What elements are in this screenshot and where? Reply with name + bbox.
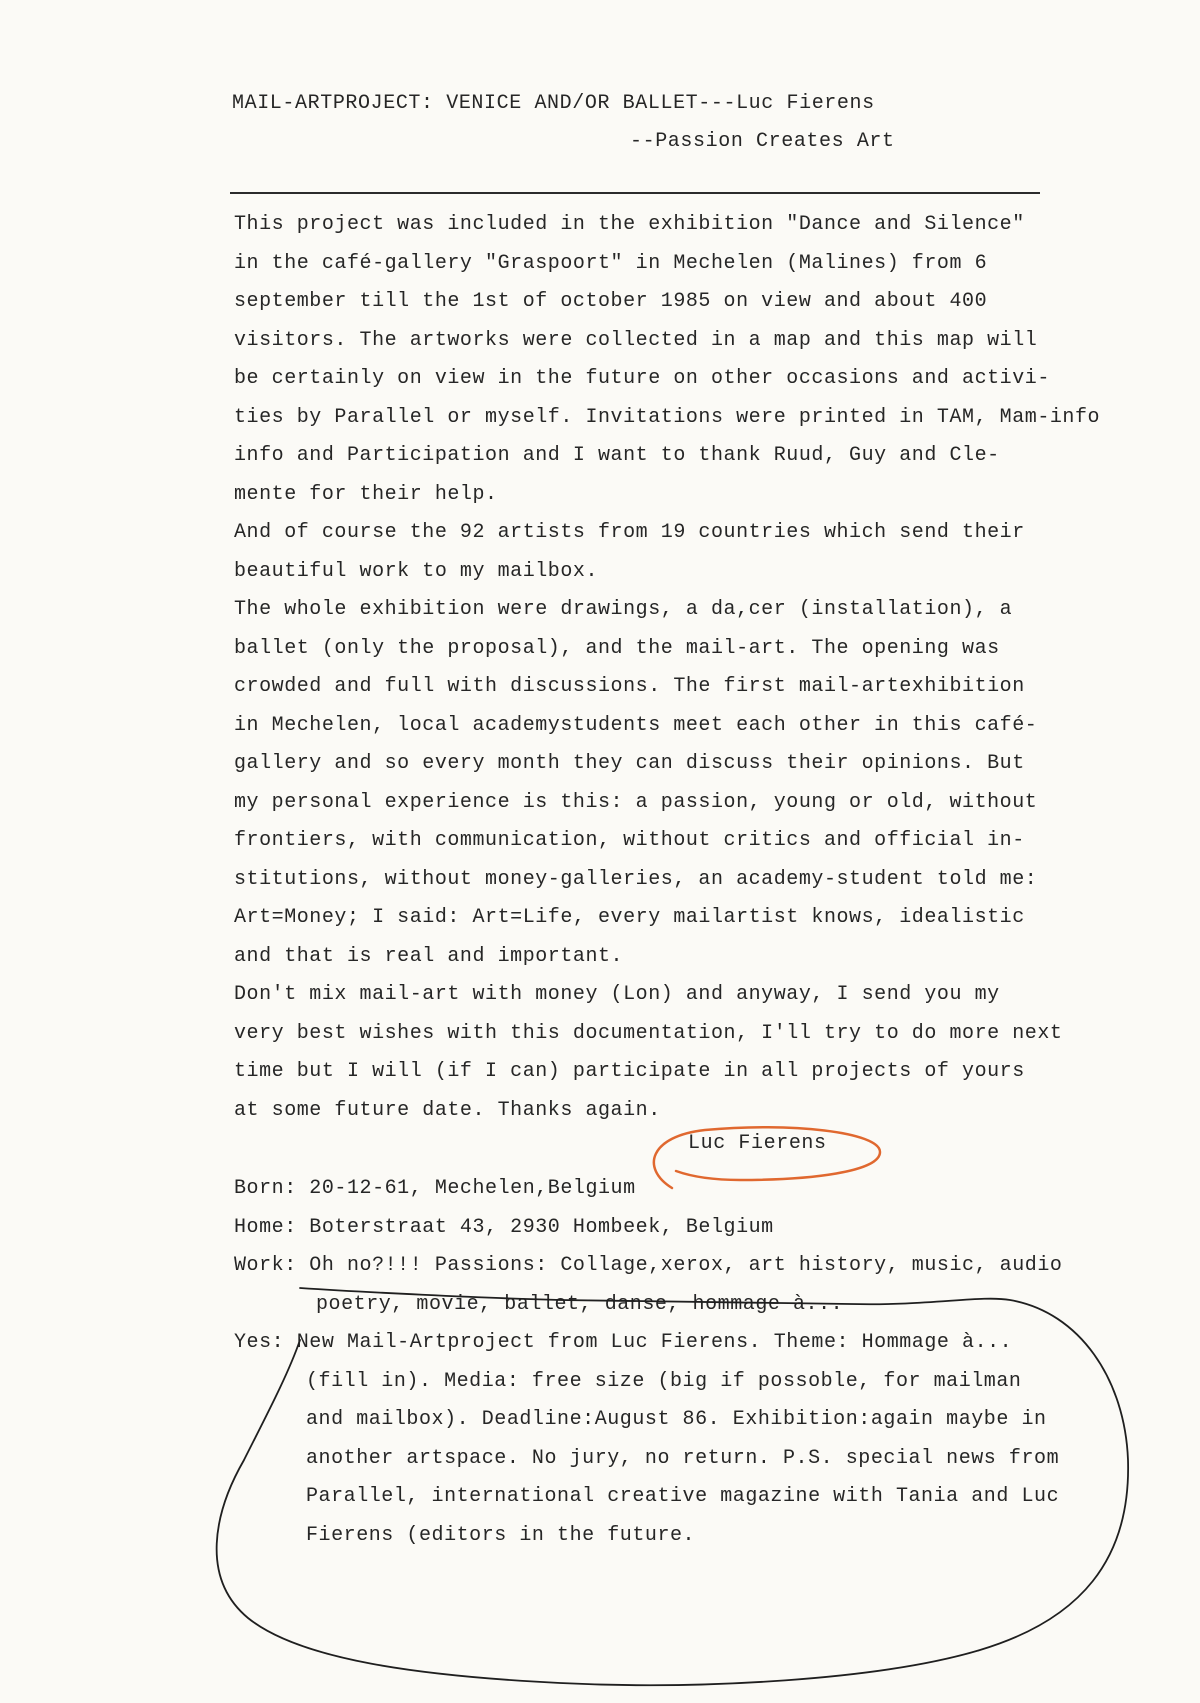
- body-line: ties by Parallel or myself. Invitations were printed in TAM, Mam-info: [234, 405, 1101, 429]
- body-line: my personal experience is this: a passion, young or old, without: [234, 790, 1038, 814]
- body-line: be certainly on view in the future on other occasions and activi-: [234, 367, 1050, 390]
- body-line: mente for their help.: [234, 482, 498, 506]
- document-subtitle: --Passion Creates Art: [630, 130, 895, 153]
- body-line: in the café-gallery "Graspoort" in Mechelen (Malines) from 6: [234, 251, 988, 275]
- info-work-continued: poetry, movie, ballet, danse, hommage à...: [316, 1292, 844, 1316]
- signature-name: Luc Fierens: [688, 1132, 827, 1155]
- body-line: And of course the 92 artists from 19 countries which send their: [234, 521, 1025, 544]
- body-line: stitutions, without money-galleries, an academy-student told me:: [234, 867, 1038, 891]
- info-yes-continued: Fierens (editors in the future.: [306, 1523, 696, 1547]
- body-line: Don't mix mail-art with money (Lon) and anyway, I send you my: [234, 983, 1000, 1006]
- info-yes-continued: another artspace. No jury, no return. P.S. special news from: [306, 1446, 1060, 1470]
- info-born: Born: 20-12-61, Mechelen,Belgium: [234, 1177, 636, 1200]
- info-yes-continued: and mailbox). Deadline:August 86. Exhibition:again maybe in: [306, 1408, 1047, 1431]
- body-line: info and Participation and I want to thank Ruud, Guy and Cle-: [234, 444, 1000, 467]
- artist-info: [234, 1170, 1134, 1555]
- body-line: ballet (only the proposal), and the mail-art. The opening was: [234, 636, 1000, 660]
- body-line: at some future date. Thanks again.: [234, 1098, 661, 1122]
- body-line: in Mechelen, local academystudents meet each other in this café-: [234, 713, 1038, 737]
- body-line: and that is real and important.: [234, 944, 624, 968]
- body-line: time but I will (if I can) participate in all projects of yours: [234, 1060, 1025, 1083]
- info-home: Home: Boterstraat 43, 2930 Hombeek, Belgium: [234, 1215, 774, 1239]
- body-line: Art=Money; I said: Art=Life, every mailartist knows, idealistic: [234, 906, 1025, 929]
- body-line: crowded and full with discussions. The first mail-artexhibition: [234, 675, 1025, 698]
- body-line: frontiers, with communication, without critics and official in-: [234, 829, 1025, 852]
- info-yes-continued: Parallel, international creative magazine with Tania and Luc: [306, 1485, 1060, 1508]
- letter-body: [234, 206, 1134, 1130]
- info-yes-continued: (fill in). Media: free size (big if possoble, for mailman: [306, 1369, 1022, 1393]
- info-work: Work: Oh no?!!! Passions: Collage,xerox, art history, music, audio: [234, 1254, 1063, 1277]
- title-divider: [230, 192, 1040, 194]
- body-line: september till the 1st of october 1985 on view and about 400: [234, 290, 988, 313]
- document-title: MAIL-ARTPROJECT: VENICE AND/OR BALLET---Luc Fierens: [232, 92, 875, 115]
- body-line: The whole exhibition were drawings, a da,cer (installation), a: [234, 598, 1013, 621]
- body-line: gallery and so every month they can discuss their opinions. But: [234, 752, 1025, 775]
- body-line: beautiful work to my mailbox.: [234, 559, 599, 583]
- body-line: visitors. The artworks were collected in a map and this map will: [234, 328, 1038, 352]
- info-yes: Yes: New Mail-Artproject from Luc Fierens. Theme: Hommage à...: [234, 1331, 1013, 1354]
- body-line: very best wishes with this documentation, I'll try to do more next: [234, 1021, 1063, 1045]
- body-line: This project was included in the exhibition "Dance and Silence": [234, 213, 1025, 236]
